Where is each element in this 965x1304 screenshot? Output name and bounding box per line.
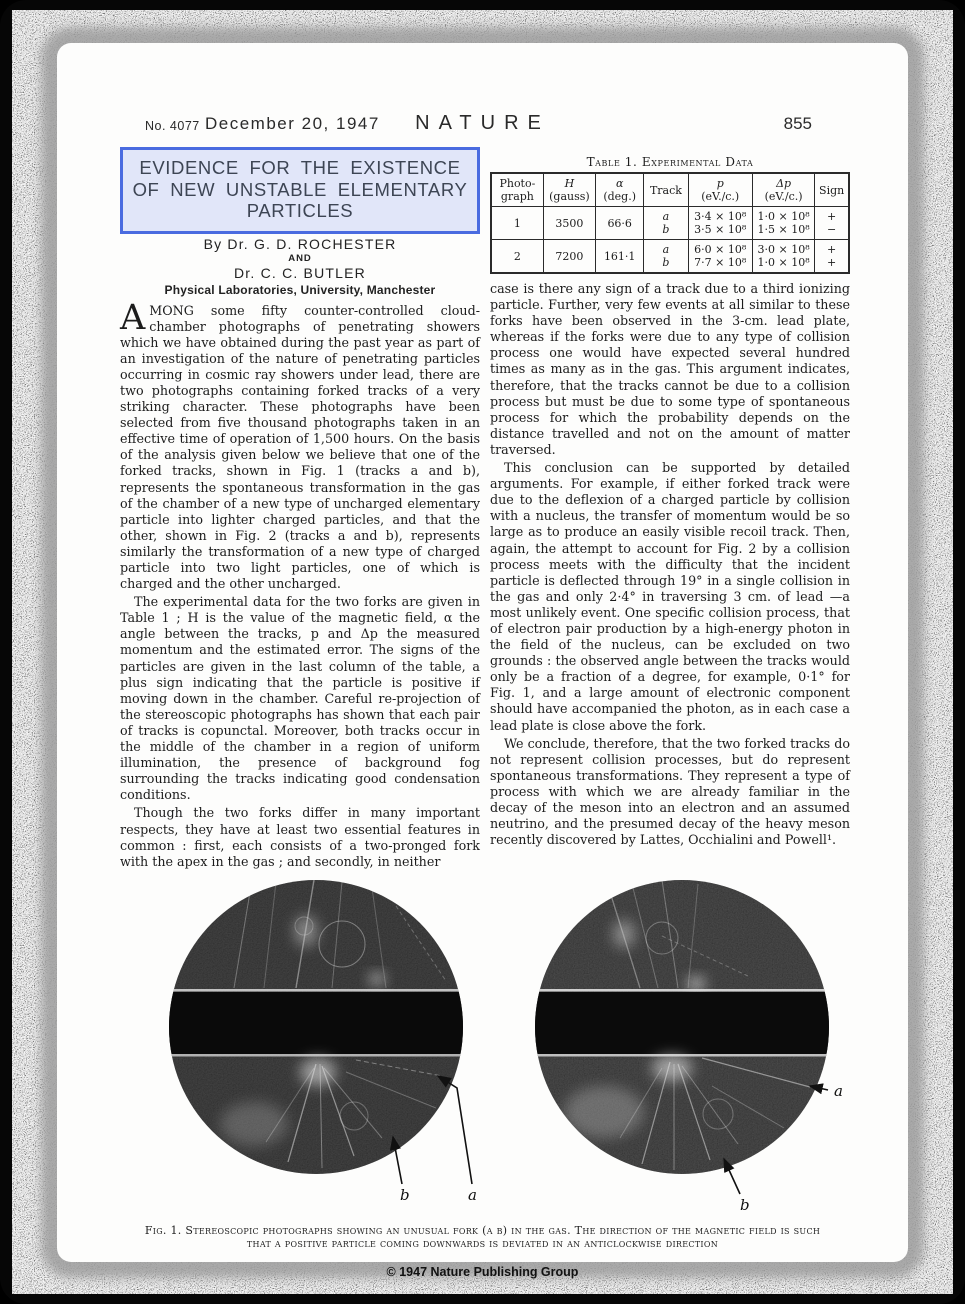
two-column-layout: [57, 141, 908, 872]
byline: [120, 236, 480, 297]
byline-author1: By Dr. G. D. ROCHESTER: [203, 235, 397, 252]
paragraph: The experimental data for the two forks are given in Table 1 ; H is the value of the magnetic field, α the angle between the tracks, p and Δp the measured momentum and the estimated error. The signs of the particles are given in the last column of the table, a plus sign indicating that the particle is positive if moving down in the chamber. Careful re-projection of the stereoscopic photographs has shown that each pair of tracks is copunctal. Moreover, both tracks occur in the middle of the chamber in a region of uniform illumination, the presence of background fog surrounding the tracks indicating good condensation conditions.: [120, 594, 480, 803]
cloud-chamber-photo-left: [146, 876, 506, 1220]
table-header-row: Photo- graph H (gauss) α (deg.) Track p (eV./c.) Δp (eV./c.) Sign: [491, 173, 849, 207]
svg-text:a: a: [834, 1081, 843, 1100]
track-arrow-b: [393, 1137, 410, 1204]
figure-caption-line2: that a positive particle coming downwards is deviated in an anticlockwise direction: [246, 1237, 719, 1251]
journal-title: NATURE: [415, 112, 550, 134]
figure-caption-line1: Fig. 1. Stereoscopic photographs showing an unusual fork (a b) in the gas. The direction of the magnetic field is such: [144, 1223, 821, 1237]
dropcap: A: [120, 297, 146, 338]
data-table: [490, 172, 850, 274]
svg-text:a: a: [468, 1185, 477, 1204]
affiliation: Physical Laboratories, University, Manchester: [164, 282, 436, 297]
figure-caption: [57, 1224, 908, 1251]
paragraph: AMONG some fifty counter-controlled cloud-chamber photographs of penetrating showers which we have obtained during the past year as part of an investigation of the nature of penetrating particles occurring in cosmic ray showers under lead, there are two photographs containing forked tracks of a very striking character. These photographs have been selected from five thousand photographs taken in an effective time of operation of 1,500 hours. On the basis of the analysis given below we believe that one of the forked tracks, shown in Fig. 1 (tracks a and b), represents the spontaneous transformation in the gas of the chamber of a new type of uncharged elementary particle into lighter charged particles, and that the other, shown in Fig. 2 (tracks a and b), represents similarly the transformation of a new type of charged particle into two light particles, one of which is charged and the other uncharged.: [120, 297, 480, 592]
article-title: EVIDENCE FOR THE EXISTENCE OF NEW UNSTABLE ELEMENTARY PARTICLES: [132, 157, 468, 221]
issue-date: December 20, 1947: [205, 114, 380, 133]
paragraph: case is there any sign of a track due to a third ionizing particle. Further, very few events at all similar to these forks have been observed in the 3-cm. lead plate, whereas if the forks were due to any type of collision process one would have expected several hundred times as many as in the gas. This argument indicates, therefore, that the tracks cannot be due to a collision process but must be due to some type of spontaneous process for which the probability depends on the distance travelled and not on the amount of matter traversed.: [490, 281, 850, 457]
svg-text:b: b: [400, 1185, 410, 1204]
paragraph: Though the two forks differ in many important respects, they have at least two essential features in common : first, each consists of a two-pronged fork with the apex in the gas ; and secondly, in neither: [120, 805, 480, 869]
paragraph: We conclude, therefore, that the two forked tracks do not represent collision processes, but do represent spontaneous transformations. They represent a type of process with which we are already familiar in the decay of the meson into an electron and an assumed neutrino, and the presumed decay of the heavy meson recently discovered by Lattes, Occhialini and Powell¹.: [490, 735, 850, 848]
table-row: 2 7200 161·1 a b 6·0 × 10⁸ 7·7 × 10⁸ 3·0 × 10⁸ 1·0 × 10⁸ + +: [491, 240, 849, 274]
figure: [57, 876, 908, 1220]
track-arrow-b: [724, 1159, 750, 1214]
journal-page: [57, 43, 908, 1279]
table-row: 1 3500 66·6 a b 3·4 × 10⁸ 3·5 × 10⁸ 1·0 × 10⁸ 1·5 × 10⁸ + −: [491, 207, 849, 240]
page-number: 855: [783, 114, 812, 133]
copyright-notice: © 1947 Nature Publishing Group: [386, 1264, 579, 1279]
right-column: [490, 147, 850, 872]
left-column: [120, 147, 480, 872]
svg-text:b: b: [740, 1195, 750, 1214]
issue-number: No. 4077: [145, 119, 200, 133]
byline-author2: Dr. C. C. BUTLER: [234, 264, 366, 281]
title-highlight-box: [120, 147, 480, 234]
paragraph: This conclusion can be supported by detailed arguments. For example, if either forked track were due to the deflexion of a charged particle by collision with a nucleus, the transfer of momentum would be so large as to produce an easily visible recoil track. Then, again, the attempt to account for Fig. 2 by a collision process meets with the difficulty that the incident particle is deflected through 19° in a single collision in the gas and only 2·4° in traversing 3 cm. of lead —a most unlikely event. One specific collision process, that of electron pair production by a high-energy photon in the field of the nucleus, can be excluded on two grounds : the observed angle between the tracks would only be a fraction of a degree, for example, 0·1° for Fig. 1, and a large amount of electronic component should have accompanied the photon, as in each case a lead plate is close above the fork.: [490, 460, 850, 733]
data-table-title: Table 1. Experimental Data: [586, 155, 754, 169]
cloud-chamber-photo-right: [512, 876, 872, 1220]
byline-and: AND: [288, 252, 312, 264]
masthead: [57, 111, 908, 141]
